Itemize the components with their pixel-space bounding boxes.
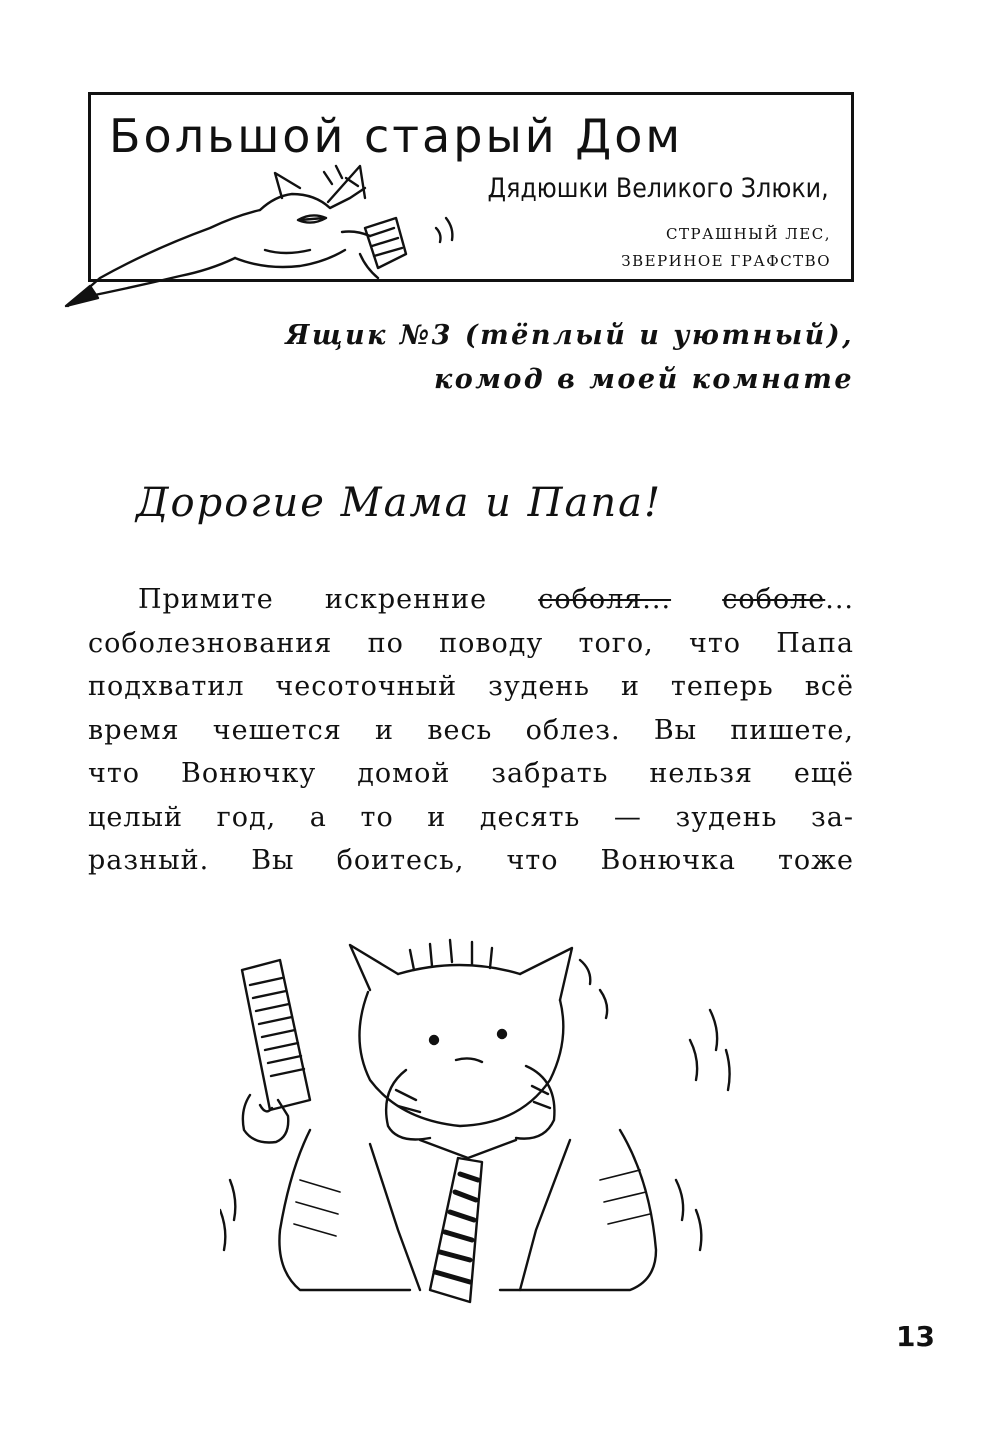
page-number: 13: [896, 1320, 935, 1353]
letterhead-subtitle: Дядюшки Великого Злюки,: [487, 173, 829, 204]
body-line-3: подхватил чесоточный зудень и теперь всё: [88, 671, 854, 702]
body-line-7: разный. Вы боитесь, что Вонючка тоже: [88, 845, 854, 876]
address-line-1: Ящик №3 (тёплый и уютный),: [285, 320, 854, 351]
letter-body: [88, 578, 854, 883]
body-line-2: соболезнования по поводу того, что Папа: [88, 627, 854, 659]
struck-word-1: соболя...: [538, 584, 672, 615]
letterhead-location-line2: ЗВЕРИНОЕ ГРАФСТВО: [621, 252, 831, 270]
body-line-6: целый год, а то и десять — зудень за-: [88, 801, 854, 833]
letter-greeting: Дорогие Мама и Папа!: [136, 480, 663, 526]
letterhead-location-line1: СТРАШНЫЙ ЛЕС,: [666, 225, 831, 243]
letterhead-title: Большой старый Дом: [109, 109, 684, 163]
body-line-1-start: Примите искренние: [138, 584, 488, 615]
body-line-1-ellipsis: ...: [825, 584, 854, 615]
body-line-5: что Вонючку домой забрать нельзя ещё: [88, 758, 854, 789]
scratching-wolf-illustration: [220, 930, 760, 1310]
body-line-4: время чешется и весь облез. Вы пишете,: [88, 714, 854, 746]
body-line-1: [88, 578, 854, 622]
wolf-head-illustration: [60, 158, 460, 318]
address-line-2: комод в моей комнате: [433, 364, 854, 395]
struck-word-2: соболе: [722, 584, 826, 615]
